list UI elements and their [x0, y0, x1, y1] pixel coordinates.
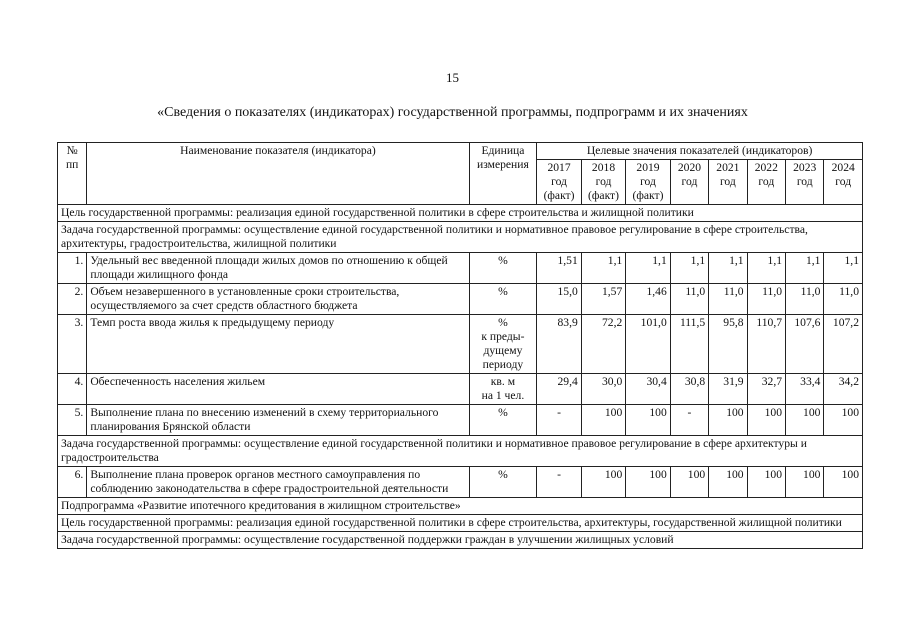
indicator-value: 1,1: [670, 253, 708, 284]
table-row: [58, 253, 863, 284]
section-row: [58, 515, 863, 532]
indicator-value: 100: [709, 405, 747, 436]
indicator-value: 83,9: [537, 315, 581, 374]
indicator-value: 100: [581, 405, 625, 436]
indicator-unit: %: [469, 405, 537, 436]
row-number: 6.: [58, 467, 87, 498]
table-header: [58, 143, 863, 205]
indicator-value: 100: [824, 405, 863, 436]
indicator-unit: % к преды- дущему периоду: [469, 315, 537, 374]
indicator-value: 11,0: [786, 284, 824, 315]
indicator-value: 95,8: [709, 315, 747, 374]
header-unit: Единица измерения: [469, 143, 537, 205]
header-year: 2021 год: [709, 160, 747, 205]
section-text: Цель государственной программы: реализация единой государственной политики в сфере строительства и жилищной политики: [58, 205, 863, 222]
indicator-value: 100: [709, 467, 747, 498]
indicator-unit: %: [469, 284, 537, 315]
indicator-value: 1,46: [626, 284, 670, 315]
indicator-value: 30,0: [581, 374, 625, 405]
indicator-value: 11,0: [709, 284, 747, 315]
indicator-value: 100: [747, 405, 785, 436]
table-row: [58, 315, 863, 374]
indicator-value: 111,5: [670, 315, 708, 374]
section-row: [58, 498, 863, 515]
indicator-value: 72,2: [581, 315, 625, 374]
header-targets: Целевые значения показателей (индикаторов): [537, 143, 863, 160]
indicator-value: 100: [626, 405, 670, 436]
table-row: [58, 467, 863, 498]
indicator-value: 15,0: [537, 284, 581, 315]
header-year: 2023 год: [786, 160, 824, 205]
indicator-value: 32,7: [747, 374, 785, 405]
indicator-value: 1,1: [626, 253, 670, 284]
indicator-name: Объем незавершенного в установленные сроки строительства, осуществляемого за счет средств областного бюджета: [87, 284, 469, 315]
indicator-value: 1,1: [709, 253, 747, 284]
indicator-unit: кв. м на 1 чел.: [469, 374, 537, 405]
indicator-unit: %: [469, 253, 537, 284]
header-year: 2019 год (факт): [626, 160, 670, 205]
header-year: 2022 год: [747, 160, 785, 205]
indicator-name: Удельный вес введенной площади жилых домов по отношению к общей площади жилищного фонда: [87, 253, 469, 284]
header-name: Наименование показателя (индикатора): [87, 143, 469, 205]
indicator-value: 1,51: [537, 253, 581, 284]
indicator-value: 101,0: [626, 315, 670, 374]
indicator-value: 11,0: [670, 284, 708, 315]
indicator-value: 1,1: [824, 253, 863, 284]
header-year: 2018 год (факт): [581, 160, 625, 205]
section-row: [58, 532, 863, 549]
section-text: Задача государственной программы: осуществление единой государственной политики и нормативное правовое регулирование в сфере строительства, архитектуры, градостроительства, жилищной политики: [58, 222, 863, 253]
table-body: [58, 205, 863, 549]
table-row: [58, 405, 863, 436]
indicator-value: 100: [786, 405, 824, 436]
indicator-value: -: [670, 405, 708, 436]
indicator-value: 30,8: [670, 374, 708, 405]
row-number: 2.: [58, 284, 87, 315]
indicator-value: -: [537, 467, 581, 498]
indicator-unit: %: [469, 467, 537, 498]
row-number: 4.: [58, 374, 87, 405]
section-row: [58, 205, 863, 222]
section-text: Подпрограмма «Развитие ипотечного кредитования в жилищном строительстве»: [58, 498, 863, 515]
indicator-value: 100: [581, 467, 625, 498]
row-number: 5.: [58, 405, 87, 436]
indicator-value: 100: [670, 467, 708, 498]
indicator-value: 29,4: [537, 374, 581, 405]
indicator-name: Темп роста ввода жилья к предыдущему периоду: [87, 315, 469, 374]
indicator-value: 1,1: [786, 253, 824, 284]
indicator-value: 100: [824, 467, 863, 498]
header-num: № пп: [58, 143, 87, 205]
header-year: 2017 год (факт): [537, 160, 581, 205]
table-row: [58, 374, 863, 405]
section-row: [58, 222, 863, 253]
indicator-value: 110,7: [747, 315, 785, 374]
page-number: 15: [446, 70, 459, 85]
indicator-value: 107,6: [786, 315, 824, 374]
section-row: [58, 436, 863, 467]
row-number: 1.: [58, 253, 87, 284]
indicator-name: Выполнение плана по внесению изменений в схему территориального планирования Брянской области: [87, 405, 469, 436]
indicator-value: 31,9: [709, 374, 747, 405]
header-year: 2024 год: [824, 160, 863, 205]
indicator-value: 1,1: [747, 253, 785, 284]
indicator-value: 11,0: [824, 284, 863, 315]
section-text: Задача государственной программы: осуществление единой государственной политики и нормативное правовое регулирование в сфере архитектуры и градостроительства: [58, 436, 863, 467]
indicator-value: 100: [626, 467, 670, 498]
indicator-value: 1,57: [581, 284, 625, 315]
document-title: «Сведения о показателях (индикаторах) государственной программы, подпрограмм и их значениях: [157, 105, 748, 120]
table-row: [58, 284, 863, 315]
indicator-value: 34,2: [824, 374, 863, 405]
indicator-value: 100: [747, 467, 785, 498]
header-year: 2020 год: [670, 160, 708, 205]
indicator-value: 33,4: [786, 374, 824, 405]
indicator-name: Выполнение плана проверок органов местного самоуправления по соблюдению законодательства в сфере градостроительной деятельности: [87, 467, 469, 498]
indicator-value: 100: [786, 467, 824, 498]
indicator-value: -: [537, 405, 581, 436]
section-text: Задача государственной программы: осуществление государственной поддержки граждан в улучшении жилищных условий: [58, 532, 863, 549]
indicators-table: [57, 142, 863, 549]
indicator-value: 1,1: [581, 253, 625, 284]
row-number: 3.: [58, 315, 87, 374]
indicator-value: 30,4: [626, 374, 670, 405]
indicator-value: 107,2: [824, 315, 863, 374]
indicator-name: Обеспеченность населения жильем: [87, 374, 469, 405]
indicator-value: 11,0: [747, 284, 785, 315]
section-text: Цель государственной программы: реализация единой государственной политики в сфере строительства, архитектуры, государственной жилищной политики: [58, 515, 863, 532]
